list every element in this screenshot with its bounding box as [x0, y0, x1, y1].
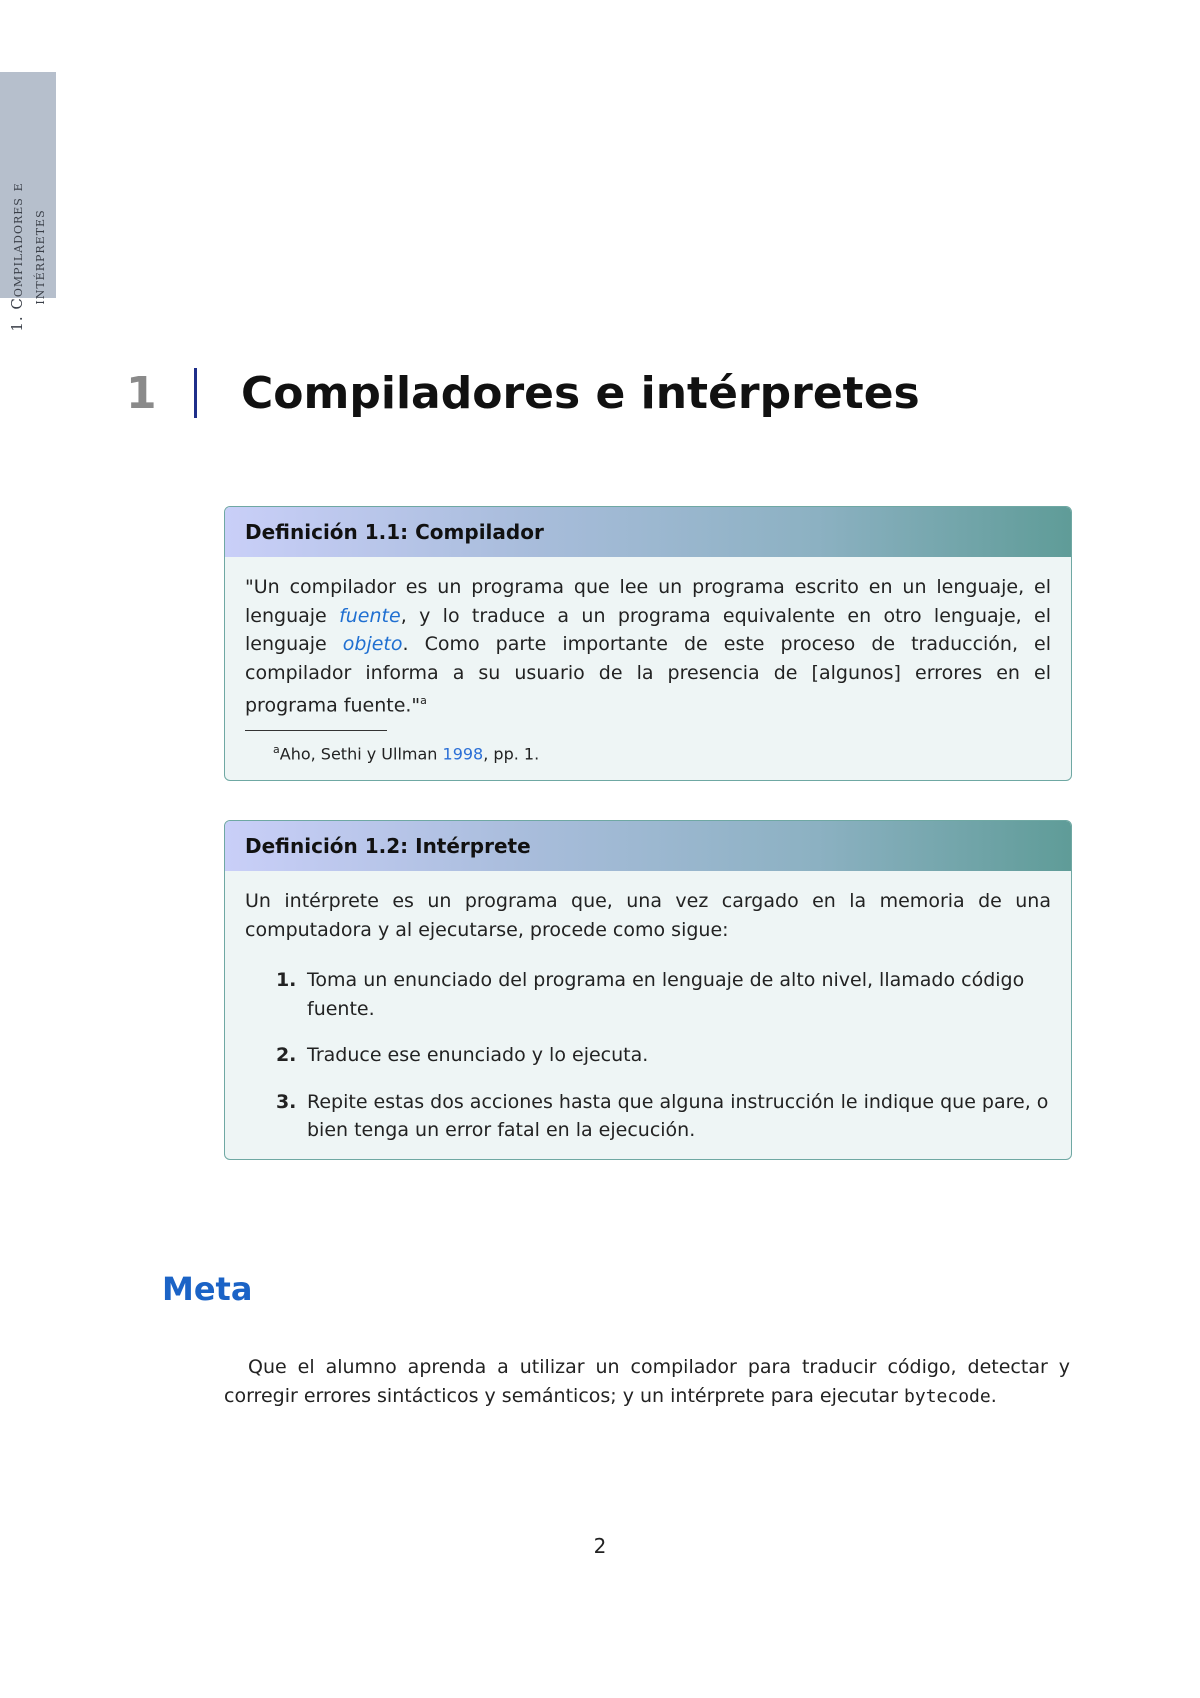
chapter-number: 1: [126, 367, 157, 419]
definition-text-part: , y lo traduce a un programa equivalente en otro lenguaje, el lenguaje: [245, 604, 1051, 655]
citation-year-link[interactable]: 1998: [442, 744, 484, 764]
steps-list: [245, 966, 1051, 1145]
chapter-heading: [126, 360, 920, 426]
definition-text-part: "Un compilador es un programa que lee un programa escrito en un lenguaje, el lenguaje: [245, 576, 1051, 627]
term-fuente[interactable]: fuente: [339, 604, 401, 627]
side-tab-label: [6, 147, 50, 367]
footnote: [245, 739, 1051, 765]
list-item: 1. Toma un enunciado del programa en lenguaje de alto nivel, llamado código fuente.: [303, 966, 1051, 1023]
footnote-text: , pp. 1.: [483, 744, 540, 764]
definition-box-interprete: [224, 820, 1072, 1160]
side-tab-line-1: 1. Compiladores e: [8, 182, 26, 332]
meta-text-end: .: [990, 1384, 997, 1407]
definition-box-compilador: [224, 506, 1072, 781]
section-heading-meta: Meta: [162, 1270, 253, 1308]
footnote-marker: a: [273, 743, 280, 757]
page-number: 2: [593, 1534, 607, 1558]
definition-intro: Un intérprete es un programa que, una vez cargado en la memoria de una computadora y al ejecutarse, procede como sigue:: [245, 890, 1051, 941]
definition-text-part: . Como parte importante de este proceso de traducción, el compilador informa a su usuario de la presencia de [algunos] errores en el programa fuente.": [245, 633, 1052, 717]
term-objeto[interactable]: objeto: [342, 633, 403, 655]
definition-title: Definición 1.2: Intérprete: [225, 821, 1071, 871]
chapter-divider: [194, 368, 197, 418]
side-tab-line-2: intérpretes: [30, 209, 48, 305]
list-item: 2. Traduce ese enunciado y lo ejecuta.: [303, 1041, 1051, 1070]
meta-text: Que el alumno aprenda a utilizar un compilador para traducir código, detectar y corregir errores sintácticos y semánticos; y un intérprete para ejecutar: [224, 1356, 1070, 1407]
footnote-marker: a: [420, 694, 427, 707]
list-item: 3. Repite estas dos acciones hasta que alguna instrucción le indique que pare, o bien tenga un error fatal en la ejecución.: [303, 1088, 1051, 1145]
definition-body: [225, 871, 1071, 1159]
chapter-title: Compiladores e intérpretes: [241, 367, 920, 419]
definition-text: [245, 573, 1051, 720]
footnote-rule: [245, 730, 387, 732]
footnote-text: Aho, Sethi y Ullman: [279, 744, 443, 764]
chapter-side-tab: [0, 72, 56, 332]
definition-body: [225, 557, 1071, 780]
meta-paragraph: [224, 1353, 1070, 1411]
definition-title: Definición 1.1: Compilador: [225, 507, 1071, 557]
code-bytecode: bytecode: [904, 1385, 991, 1407]
